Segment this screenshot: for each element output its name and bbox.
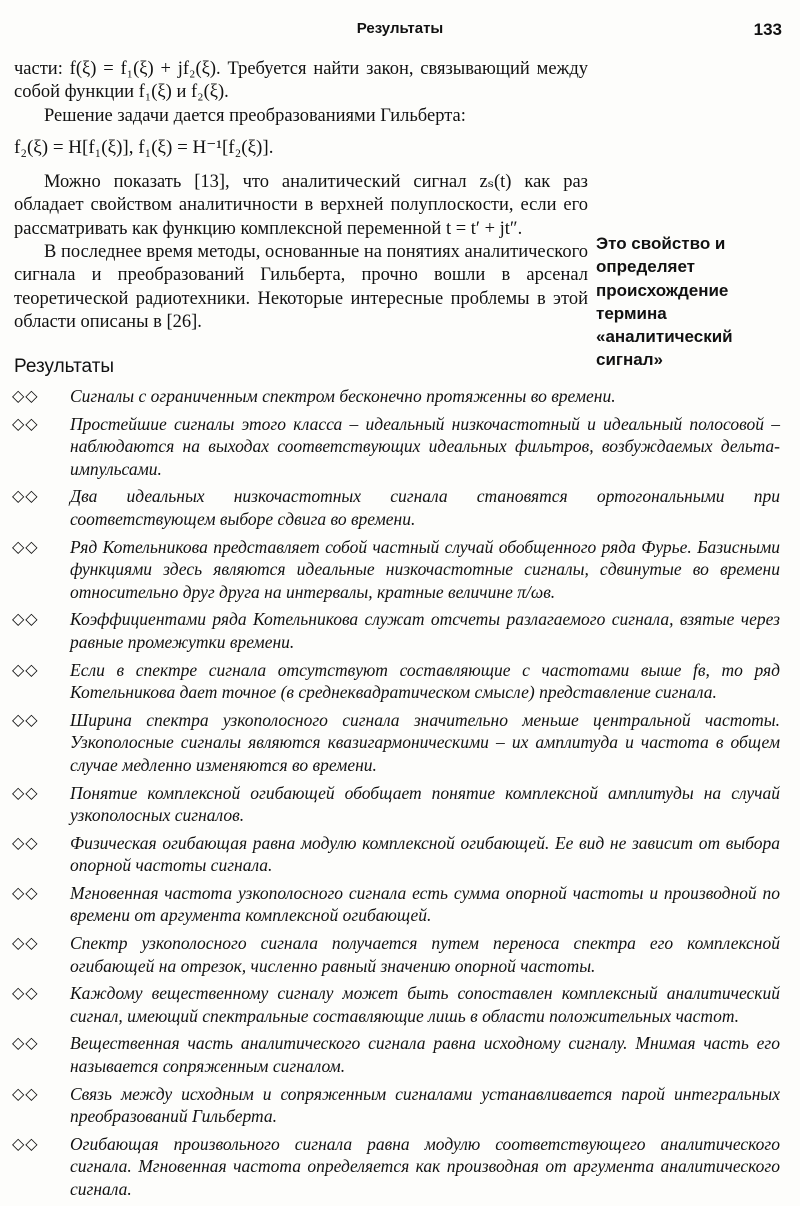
result-text: Ширина спектра узкополосного сигнала значительно меньше центральной частоты. Узкополосные сигналы являются квазигармоническими – их амплитуда и частота в общем случае медленно изменяются во времени. <box>70 709 780 775</box>
result-text: Сигналы с ограниченным спектром бесконечно протяженны во времени. <box>70 386 616 406</box>
result-text: Понятие комплексной огибающей обобщает понятие комплексной амплитуды на случай узкополосных сигналов. <box>70 782 780 826</box>
result-text: Физическая огибающая равна модулю комплексной огибающей. Ее вид не зависит от выбора опорной частоты сигнала. <box>70 832 780 876</box>
formula-hilbert: f₂(ξ) = H[f₁(ξ)], f₁(ξ) = H⁻¹[f₂(ξ)]. <box>14 136 274 158</box>
running-title: Результаты <box>356 20 444 37</box>
result-item <box>12 1032 780 1077</box>
diamond-bullet-icon: ◇◇ <box>12 933 39 953</box>
margin-note: Это свойство и определяет происхождение термина «аналитический сигнал» <box>596 234 733 370</box>
result-item <box>12 1133 780 1201</box>
diamond-bullet-icon: ◇◇ <box>12 609 39 629</box>
result-text: Спектр узкополосного сигнала получается путем переноса спектра его комплексной огибающей на отрезок, численно равный значению опорной частоты. <box>70 933 780 976</box>
diamond-bullet-icon: ◇◇ <box>12 659 39 679</box>
result-item <box>12 1083 780 1128</box>
diamond-bullet-icon: ◇◇ <box>12 1083 39 1103</box>
diamond-bullet-icon: ◇◇ <box>12 536 39 556</box>
result-text: Вещественная часть аналитического сигнала равна исходному сигналу. Мнимая часть его называется сопряженным сигналом. <box>70 1033 780 1077</box>
diamond-bullet-icon: ◇◇ <box>12 983 39 1003</box>
diamond-bullet-icon: ◇◇ <box>12 486 39 506</box>
paragraph-continuation: части: f(ξ) = f₁(ξ) + jf₂(ξ). Требуется найти закон, связывающий между собой функции f₁(ξ) и f₂(ξ). <box>14 59 588 103</box>
diamond-bullet-icon: ◇◇ <box>12 413 39 433</box>
diamond-bullet-icon: ◇◇ <box>12 709 39 729</box>
result-item <box>12 932 780 977</box>
page-number: 133 <box>753 20 782 39</box>
page-header <box>0 14 800 44</box>
result-item <box>12 485 780 530</box>
result-text: Если в спектре сигнала отсутствуют составляющие с частотами выше fв, то ряд Котельникова дает точное (в среднеквадратическом смысле) представление сигнала. <box>70 659 780 703</box>
paragraph-recent-methods: В последнее время методы, основанные на понятиях аналитического сигнала и преобразований Гильберта, прочно вошли в арсенал теоретической радиотехники. Некоторые интересные проблемы в этой области описаны в [26]. <box>14 242 588 332</box>
result-text: Мгновенная частота узкополосного сигнала есть сумма опорной частоты и производной по времени от аргумента комплексной огибающей. <box>70 882 780 926</box>
result-item <box>12 413 780 481</box>
result-item <box>12 659 780 704</box>
result-item <box>12 536 780 604</box>
result-item <box>12 782 780 827</box>
diamond-bullet-icon: ◇◇ <box>12 386 39 405</box>
result-text: Коэффициентами ряда Котельникова служат отсчеты разлагаемого сигнала, взятые через равные промежутки времени. <box>70 609 780 652</box>
result-text: Связь между исходным и сопряженным сигналами устанавливается парой интегральных преобразований Гильберта. <box>70 1083 780 1127</box>
main-text <box>14 58 588 334</box>
results-list <box>12 385 780 1206</box>
diamond-bullet-icon: ◇◇ <box>12 882 39 902</box>
result-item <box>12 608 780 653</box>
result-text: Два идеальных низкочастотных сигнала становятся ортогональными при соответствующем выборе сдвига во времени. <box>70 486 780 529</box>
diamond-bullet-icon: ◇◇ <box>12 1133 39 1153</box>
paragraph-analytic-signal: Можно показать [13], что аналитический сигнал zₛ(t) как раз обладает свойством аналитичности в верхней полуплоскости, если его рассматривать как функцию комплексной переменной t = t′ + jt″. <box>14 172 588 239</box>
result-item <box>12 882 780 927</box>
diamond-bullet-icon: ◇◇ <box>12 832 39 852</box>
result-item <box>12 385 780 408</box>
result-text: Огибающая произвольного сигнала равна модулю соответствующего аналитического сигнала. Мгновенная частота определяется как производная от аргумента аналитического сигнала. <box>70 1133 780 1199</box>
result-text: Простейшие сигналы этого класса – идеальный низкочастотный и идеальный полосовой – наблюдаются на выходах соответствующих идеальных фильтров, возбуждаемых дельта-импульсами. <box>70 413 780 479</box>
results-heading: Результаты <box>14 356 115 377</box>
result-item <box>12 832 780 877</box>
diamond-bullet-icon: ◇◇ <box>12 1033 39 1053</box>
result-text: Ряд Котельникова представляет собой частный случай обобщенного ряда Фурье. Базисными функциями здесь являются идеальные низкочастотные сигналы, сдвинутые во времени относительно друг друга на интервалы, кратные величине π/ωв. <box>70 536 780 602</box>
paragraph-hilbert-intro: Решение задачи дается преобразованиями Гильберта: <box>44 105 466 126</box>
result-text: Каждому вещественному сигналу может быть сопоставлен комплексный аналитический сигнал, имеющий спектральные составляющие лишь в области положительных частот. <box>70 983 780 1026</box>
diamond-bullet-icon: ◇◇ <box>12 782 39 802</box>
result-item <box>12 982 780 1027</box>
result-item <box>12 709 780 777</box>
